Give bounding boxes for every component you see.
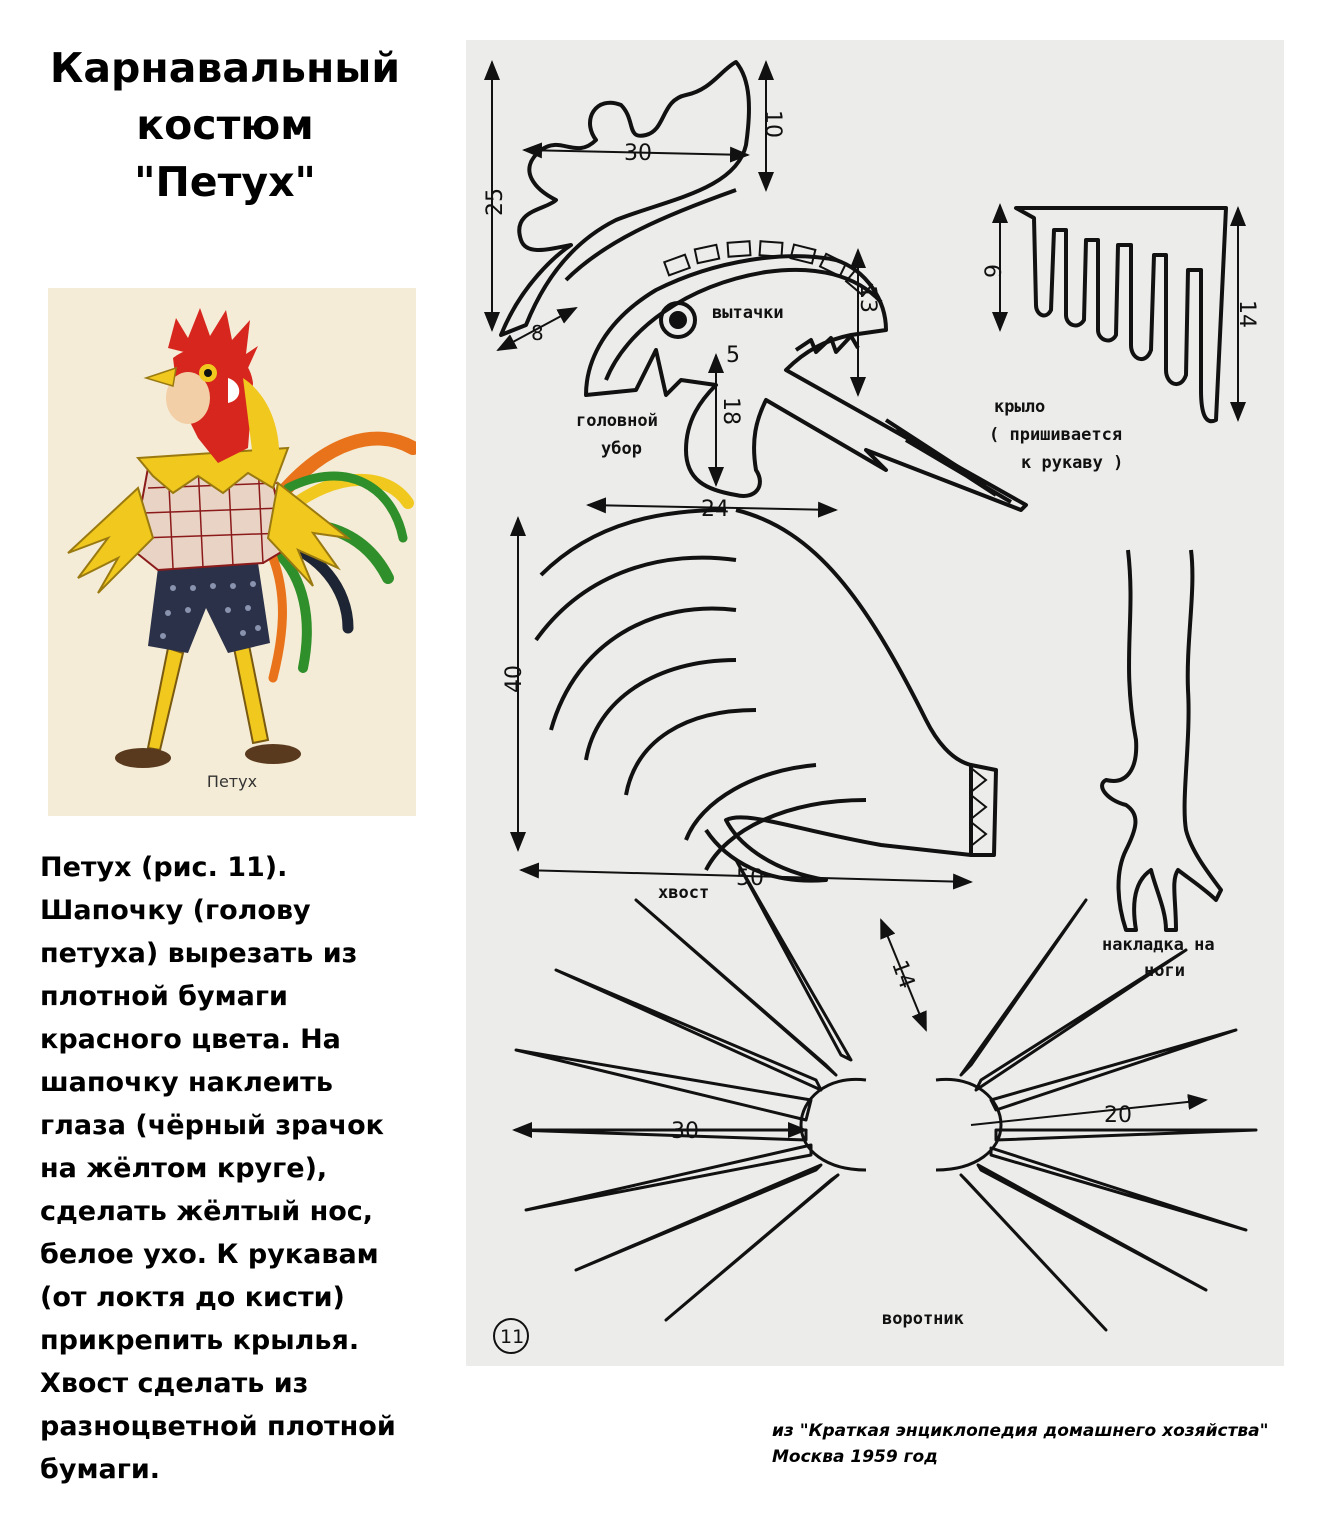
dim-head-height: 25 (483, 188, 508, 216)
rooster-costume-illustration (48, 288, 416, 816)
description-line: (от локтя до кисти) (40, 1282, 345, 1313)
head-tabs (664, 241, 872, 295)
description-line: Хвост сделать из (40, 1368, 309, 1399)
figure-number: 11 (500, 1326, 525, 1348)
description-line: петуха) вырезать из (40, 938, 358, 969)
label-darts: вытачки (712, 303, 784, 323)
description-line: сделать жёлтый нос, (40, 1196, 374, 1227)
label-wing-1: крыло (994, 397, 1046, 417)
comb-shape (501, 62, 749, 335)
tail-tabs (971, 768, 986, 846)
description-line: глаза (чёрный зрачок (40, 1110, 384, 1141)
label-leg-2: ноги (1144, 961, 1185, 981)
dim-collar-right: 20 (1104, 1103, 1132, 1128)
illustration-caption: Петух (206, 772, 258, 791)
label-wing-3: к рукаву ) (1021, 453, 1124, 473)
page-title (20, 40, 430, 211)
description-line: прикрепить крылья. (40, 1325, 360, 1356)
dim-wing-small: 9 (982, 264, 1007, 278)
pattern-diagram-drawing (466, 40, 1284, 1366)
label-wing-2: ( пришивается (989, 425, 1123, 445)
dim-comb-height: 10 (760, 110, 785, 138)
description-text (40, 846, 435, 1491)
label-headgear-2: убор (601, 439, 642, 459)
head-piece-shape (586, 256, 1026, 510)
source-line-1: из "Краткая энциклопедия домашнего хозяйства" (772, 1421, 1269, 1441)
dim-head-back: 13 (855, 285, 880, 313)
label-headgear-1: головной (576, 411, 658, 431)
dim-collar-feather: 14 (886, 957, 920, 993)
title-line-2: костюм (136, 101, 314, 149)
description-line: на жёлтом круге), (40, 1153, 328, 1184)
dim-wing-large: 14 (1234, 300, 1259, 328)
dim-tail-height: 40 (502, 665, 527, 693)
leg-overlay-shape (1102, 550, 1221, 930)
tail-shape (536, 510, 996, 881)
title-line-3: "Петух" (134, 158, 316, 206)
description-line: шапочку наклеить (40, 1067, 333, 1098)
wing-shape (1016, 208, 1226, 421)
dim-wattle: 18 (718, 397, 743, 425)
dim-tail-width: 50 (736, 866, 764, 891)
description-line: разноцветной плотной (40, 1411, 396, 1442)
description-line: Петух (рис. 11). (40, 852, 288, 883)
dim-dart: 5 (726, 343, 740, 368)
label-leg-1: накладка на (1102, 935, 1215, 955)
label-tail: хвост (658, 883, 710, 903)
source-line-2: Москва 1959 год (772, 1447, 938, 1467)
description-line: белое ухо. К рукавам (40, 1239, 379, 1270)
dimension-lines (492, 62, 1238, 1130)
dim-head-width: 24 (701, 497, 729, 522)
rooster-figure-drawing (48, 288, 416, 816)
description-line: бумаги. (40, 1454, 161, 1485)
source-citation (772, 1418, 1269, 1470)
description-line: красного цвета. На (40, 1024, 341, 1055)
pattern-diagram (466, 40, 1284, 1366)
dim-comb-width: 30 (624, 141, 652, 166)
label-collar: воротник (882, 1309, 964, 1329)
description-line: Шапочку (голову (40, 895, 311, 926)
title-line-1: Карнавальный (49, 44, 401, 92)
description-line: плотной бумаги (40, 981, 288, 1012)
dim-collar-left: 30 (671, 1119, 699, 1144)
dim-beak: 8 (531, 321, 544, 345)
